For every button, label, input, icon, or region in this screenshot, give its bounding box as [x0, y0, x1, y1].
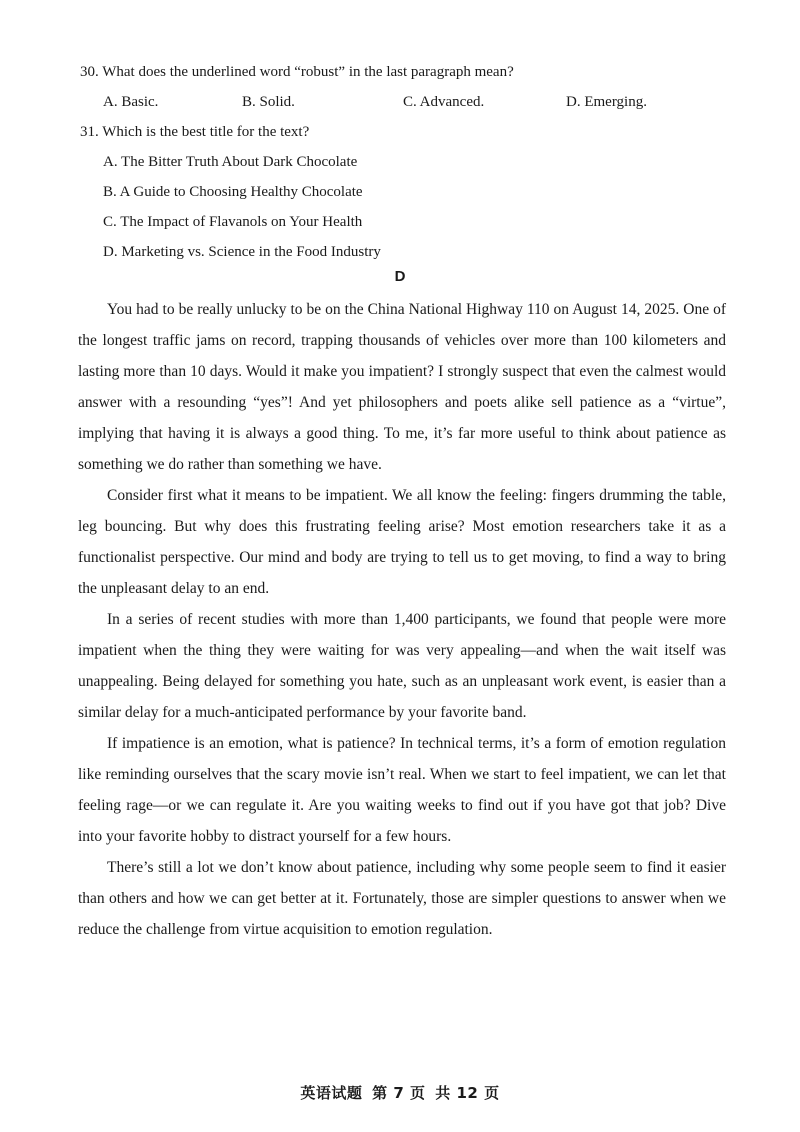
question-31-option-a: A. The Bitter Truth About Dark Chocolate — [103, 154, 358, 170]
question-30-option-b: B. Solid. — [242, 94, 295, 110]
page-footer — [0, 1082, 800, 1103]
question-30-option-a: A. Basic. — [103, 94, 159, 110]
reading-passage — [78, 294, 726, 945]
question-31-option-c: C. The Impact of Flavanols on Your Health — [103, 214, 363, 230]
question-31-option-d: D. Marketing vs. Science in the Food Industry — [103, 244, 381, 260]
passage-paragraph-1: You had to be really unlucky to be on the China National Highway 110 on August 14, 2025. One of the longest traffic jams on record, trapping thousands of vehicles over more than 100 kilometers and lasting more than 10 days. Would it make you impatient? I strongly suspect that even the calmest would answer with a resounding “yes”! And yet philosophers and poets alike sell patience as a “virtue”, implying that having it is always a good thing. To me, it’s far more useful to think about patience as something we do rather than something we have. — [78, 301, 726, 473]
question-30-option-d: D. Emerging. — [566, 94, 647, 110]
passage-paragraph-5: There’s still a lot we don’t know about patience, including why some people seem to find it easier than others and how we can get better at it. Fortunately, those are simpler questions to answer when we reduce the challenge from virtue acquisition to emotion regulation. — [78, 859, 726, 938]
footer-page-number: 第 7 页 — [372, 1084, 426, 1102]
passage-paragraph-3: In a series of recent studies with more than 1,400 participants, we found that people were more impatient when the thing they were waiting for was very appealing—and when the wait itself was unappealing. Being delayed for something you hate, such as an unpleasant work event, is easier than a similar delay for a much-anticipated performance by your favorite band. — [78, 611, 726, 721]
passage-paragraph-2: Consider first what it means to be impatient. We all know the feeling: fingers drumming the table, leg bouncing. But why does this frustrating feeling arise? Most emotion researchers take it as a functionalist perspective. Our mind and body are trying to tell us to get moving, to find a way to bring the unpleasant delay to an end. — [78, 487, 726, 597]
section-heading: D — [394, 268, 406, 285]
question-30-option-c: C. Advanced. — [403, 94, 485, 110]
footer-total-pages: 共 12 页 — [435, 1084, 500, 1102]
question-30-stem: 30. What does the underlined word “robust” in the last paragraph mean? — [80, 64, 514, 80]
passage-paragraph-4: If impatience is an emotion, what is patience? In technical terms, it’s a form of emotion regulation like reminding ourselves that the scary movie isn’t real. When we start to feel impatient, we can let that feeling rage—or we can regulate it. Are you waiting weeks to find out if you have got that job? Dive into your favorite hobby to distract yourself for a few hours. — [78, 735, 726, 845]
question-31-stem: 31. Which is the best title for the text? — [80, 124, 310, 140]
footer-subject: 英语试题 — [300, 1084, 363, 1102]
question-31-option-b: B. A Guide to Choosing Healthy Chocolate — [103, 184, 363, 200]
